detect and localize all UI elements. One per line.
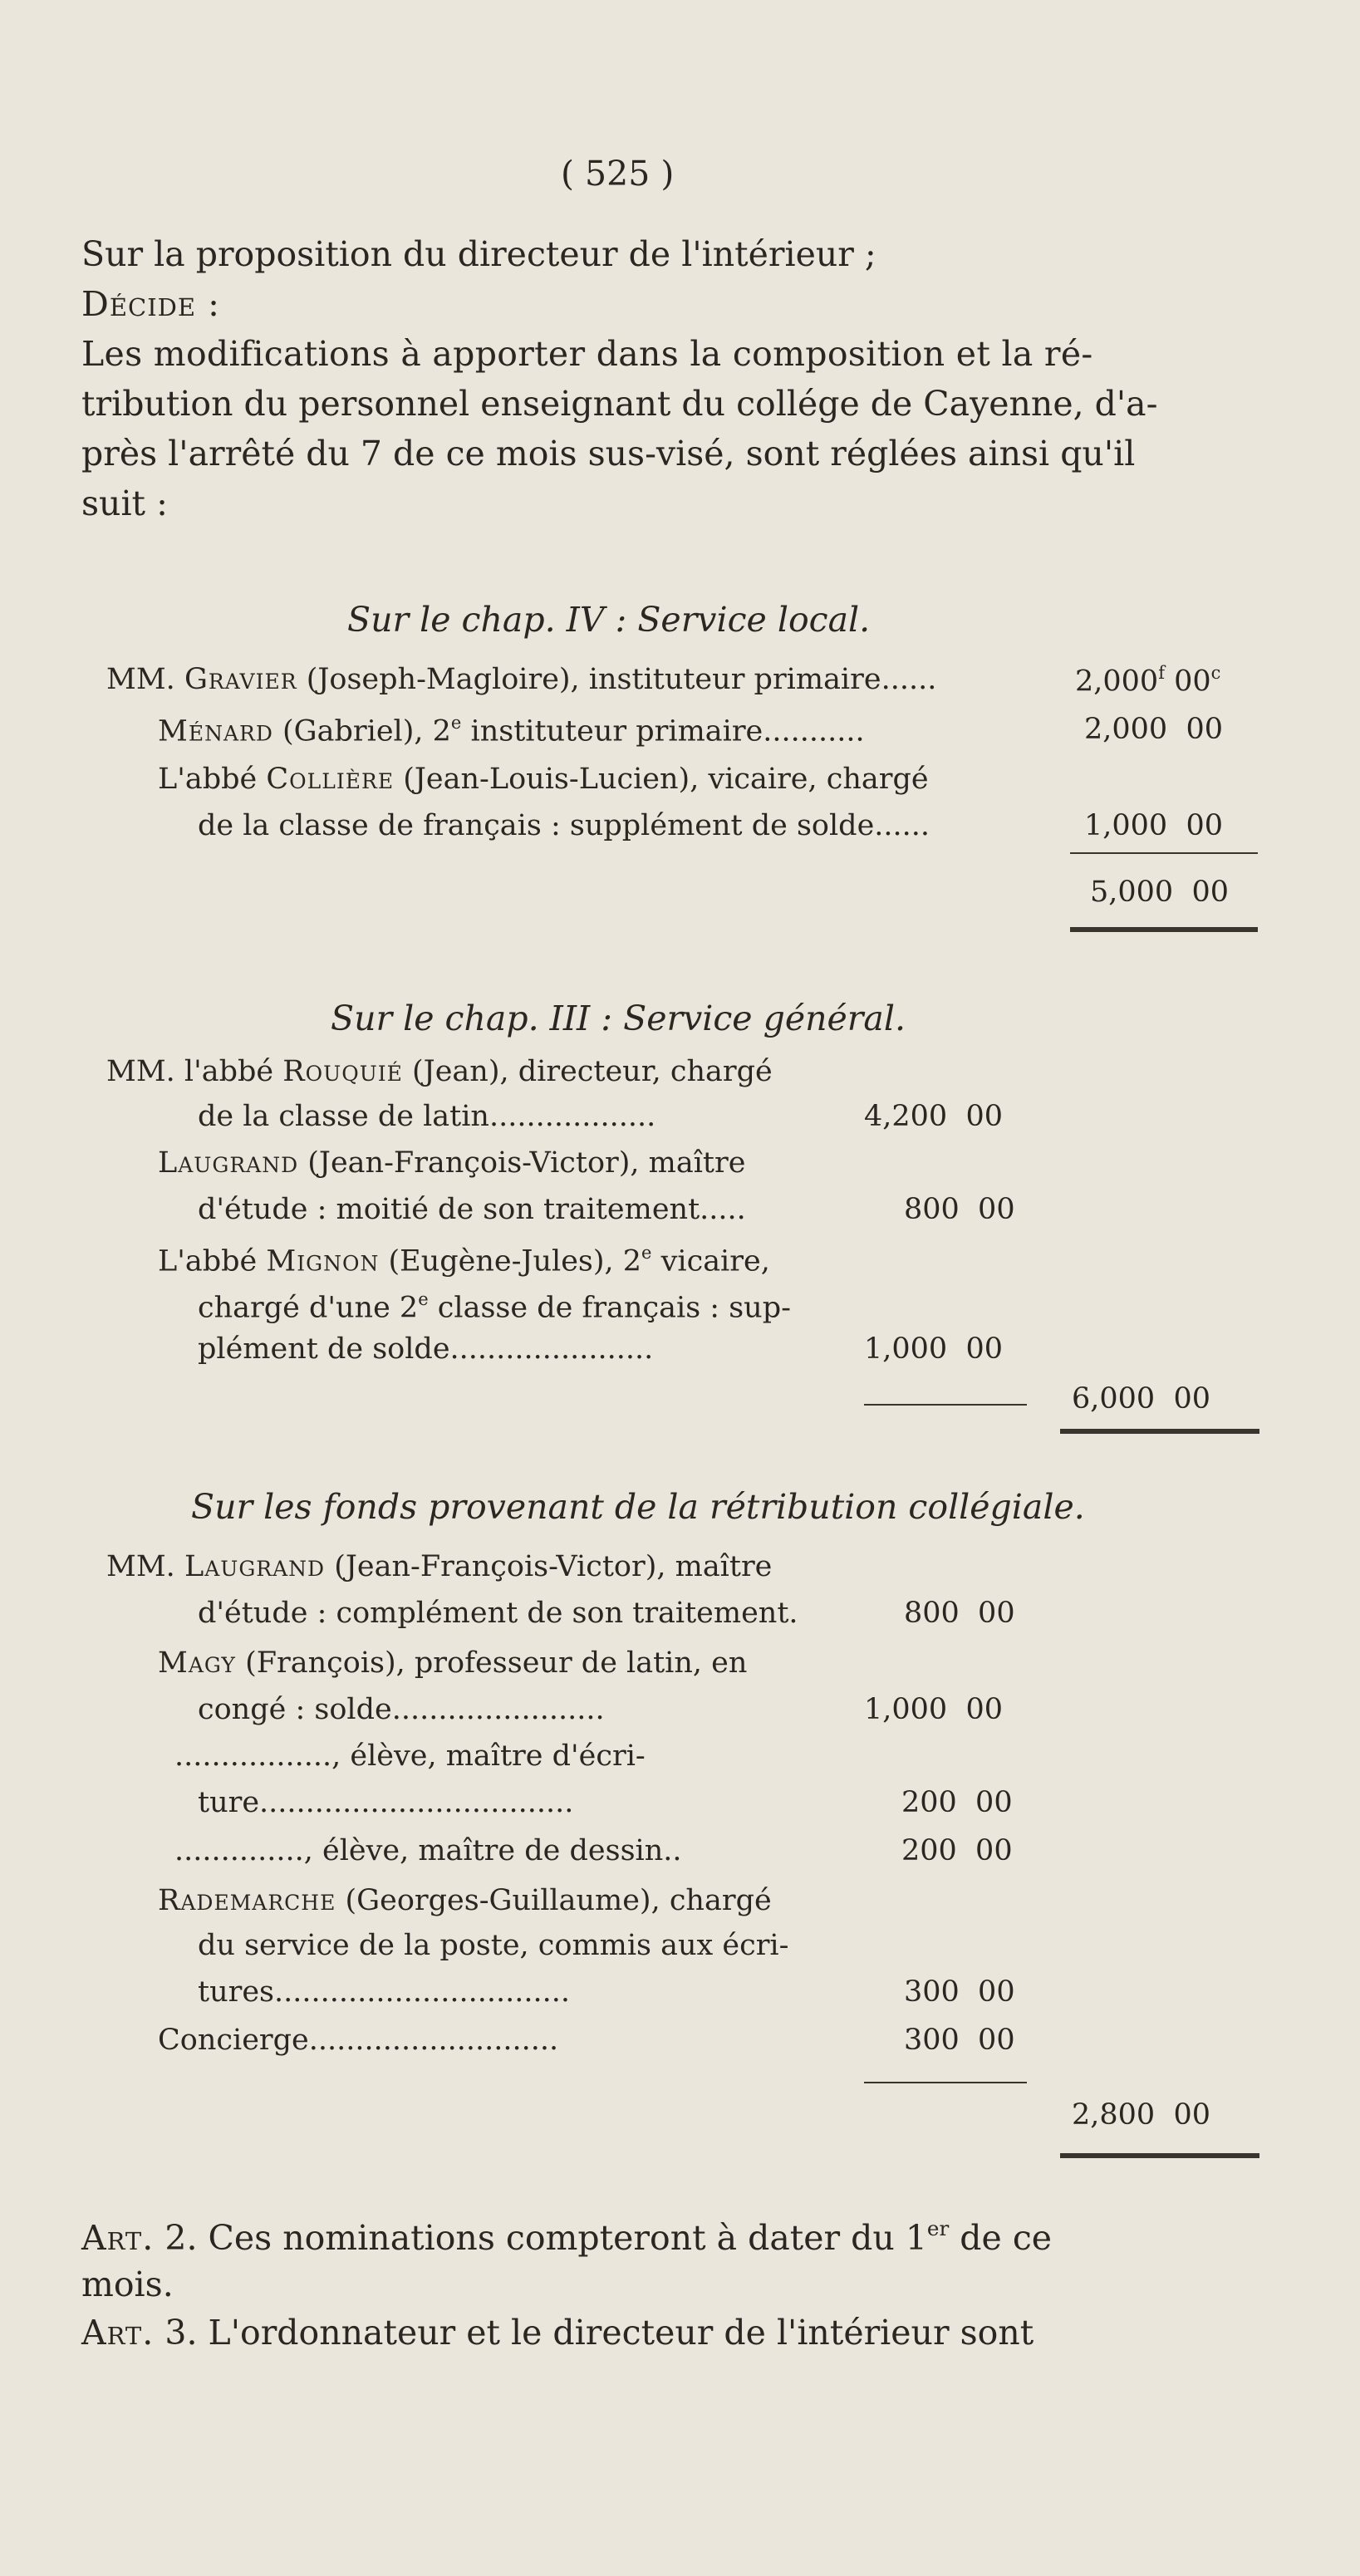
amount-laugrand-2: 800 00	[904, 1597, 1015, 1630]
amount-concierge: 300 00	[904, 2024, 1015, 2057]
section-heading-service-local: Sur le chap. IV : Service local.	[347, 600, 871, 640]
surname: Laugrand	[184, 1550, 326, 1583]
article-3: Art. 3. L'ordonnateur et le directeur de l'intérieur sont	[81, 2313, 1034, 2353]
surname: Magy	[158, 1646, 236, 1680]
intro-paragraph-line-3: près l'arrêté du 7 de ce mois sus-visé, sont réglées ainsi qu'il	[81, 434, 1136, 473]
amount-colliere: 1,000 00	[1084, 809, 1223, 842]
entry-menard: Ménard (Gabriel), 2e instituteur primaire...........	[158, 713, 865, 748]
amount-rademarche: 300 00	[904, 1975, 1015, 2009]
entry-laugrand: Laugrand (Jean-François-Victor), maître	[158, 1146, 746, 1180]
surname: Collière	[266, 763, 395, 796]
entry-laugrand-2: MM. Laugrand (Jean-François-Victor), maître	[106, 1550, 773, 1583]
entry-magy-line-2: congé : solde.......................	[198, 1693, 605, 1726]
entry-drawing-master: .............., élève, maître de dessin..	[174, 1834, 682, 1867]
intro-paragraph-line-2: tribution du personnel enseignant du collége de Cayenne, d'a-	[81, 384, 1158, 424]
entry-rademarche-line-3: tures................................	[198, 1975, 571, 2009]
section-heading-service-general: Sur le chap. III : Service général.	[331, 999, 906, 1038]
entry-rademarche: Rademarche (Georges-Guillaume), chargé	[158, 1884, 772, 1917]
decide-label: Décide :	[81, 284, 220, 324]
entry-rouquie-line-2: de la classe de latin..................	[198, 1100, 656, 1133]
intro-paragraph-line-4: suit :	[81, 483, 168, 523]
entry-colliere: L'abbé Collière (Jean-Louis-Lucien), vicaire, chargé	[158, 763, 929, 796]
section-heading-retribution: Sur les fonds provenant de la rétribution collégiale.	[191, 1487, 1085, 1527]
surname: Rademarche	[158, 1884, 336, 1917]
entry-writing-master: ................., élève, maître d'écri-	[174, 1739, 646, 1773]
surname: Gravier	[184, 663, 297, 696]
subtotal-rule	[864, 2082, 1027, 2083]
article-2-line-2: mois.	[81, 2264, 174, 2304]
entry-mignon-line-3: plément de solde......................	[198, 1332, 654, 1366]
amount-laugrand: 800 00	[904, 1193, 1015, 1226]
intro-paragraph-line-1: Les modifications à apporter dans la composition et la ré-	[81, 334, 1093, 374]
entry-mignon-line-2: chargé d'une 2e classe de français : sup-	[198, 1289, 791, 1325]
total-rule	[1060, 1429, 1259, 1434]
entry-writing-master-line-2: ture..................................	[198, 1786, 574, 1819]
total-rule	[1060, 2153, 1259, 2158]
entry-laugrand-line-2: d'étude : moitié de son traitement.....	[198, 1193, 746, 1226]
entry-colliere-line-2: de la classe de français : supplément de solde......	[198, 809, 930, 842]
page-number: ( 525 )	[561, 154, 675, 194]
entry-laugrand-2-line-2: d'étude : complément de son traitement.	[198, 1597, 798, 1630]
total-service-local: 5,000 00	[1090, 876, 1229, 909]
amount-gravier: 2,000$^f$ 00$^c$	[1075, 663, 1221, 699]
intro-line: Sur la proposition du directeur de l'intérieur ;	[81, 234, 876, 274]
surname: Rouquié	[282, 1055, 403, 1088]
subtotal-rule	[1070, 852, 1258, 854]
entry-rademarche-line-2: du service de la poste, commis aux écri-	[198, 1929, 789, 1962]
entry-gravier: MM. Gravier (Joseph-Magloire), instituteur primaire......	[106, 663, 937, 696]
entry-mignon: L'abbé Mignon (Eugène-Jules), 2e vicaire,	[158, 1243, 770, 1278]
amount-mignon: 1,000 00	[864, 1332, 1003, 1366]
surname: Mignon	[266, 1244, 380, 1278]
surname: Ménard	[158, 714, 273, 748]
amount-menard: 2,000 00	[1084, 713, 1223, 746]
total-retribution: 2,800 00	[1072, 2098, 1210, 2132]
entry-magy: Magy (François), professeur de latin, en	[158, 1646, 748, 1680]
total-rule	[1070, 927, 1258, 932]
amount-writing-master: 200 00	[901, 1786, 1013, 1819]
surname: Laugrand	[158, 1146, 299, 1180]
entry-rouquie: MM. l'abbé Rouquié (Jean), directeur, chargé	[106, 1055, 773, 1088]
amount-rouquie: 4,200 00	[864, 1100, 1003, 1133]
subtotal-rule	[864, 1404, 1027, 1406]
amount-magy: 1,000 00	[864, 1693, 1003, 1726]
article-2: Art. 2. Ces nominations compteront à dater du 1er de ce	[81, 2216, 1053, 2259]
amount-drawing-master: 200 00	[901, 1834, 1013, 1867]
total-service-general: 6,000 00	[1072, 1382, 1210, 1416]
entry-concierge: Concierge...........................	[158, 2024, 559, 2057]
